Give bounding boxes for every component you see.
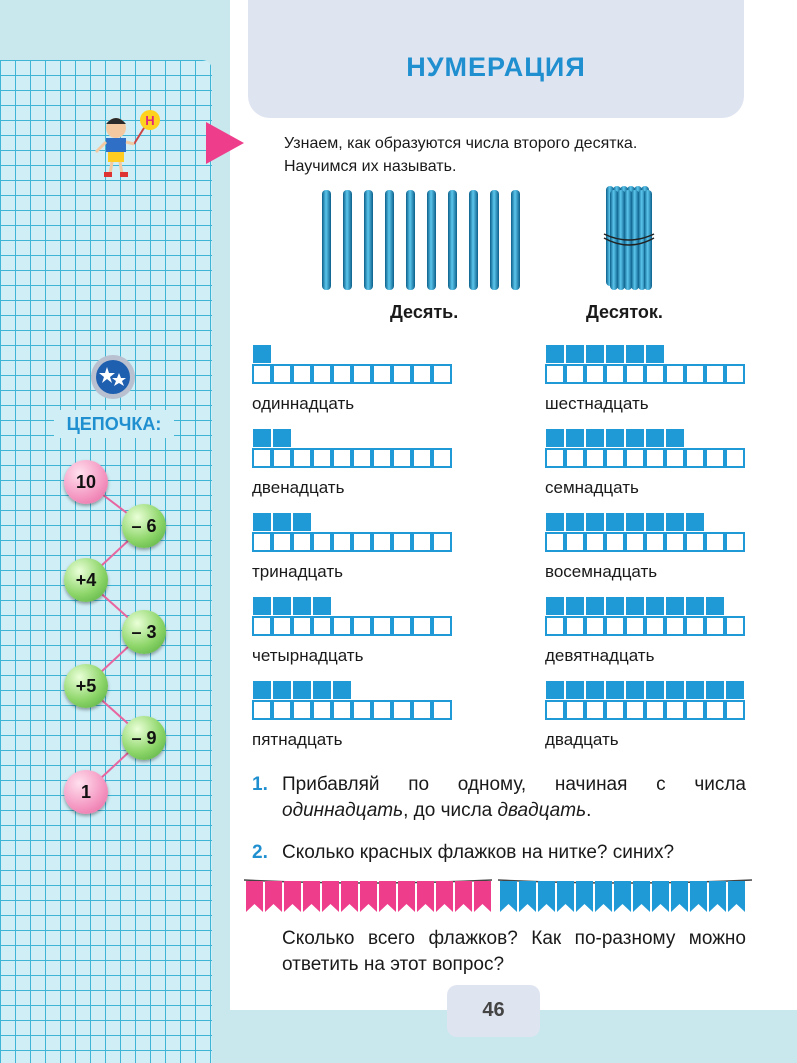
filled-cell — [605, 344, 625, 364]
number-word: семнадцать — [545, 478, 639, 497]
empty-cell — [665, 532, 685, 552]
stick — [427, 190, 436, 290]
empty-cell — [372, 448, 392, 468]
ten-cell-strip — [545, 428, 745, 468]
empty-cell — [605, 616, 625, 636]
blue-flag — [500, 881, 517, 912]
pink-flag — [379, 881, 396, 912]
empty-cell — [272, 448, 292, 468]
filled-cell — [312, 596, 332, 616]
task-1-number: 1. — [252, 774, 268, 795]
pink-flag — [436, 881, 453, 912]
page-title: НУМЕРАЦИЯ — [406, 52, 586, 82]
filled-cell — [565, 512, 585, 532]
empty-cell — [625, 364, 645, 384]
empty-cell — [625, 532, 645, 552]
blue-flag — [519, 881, 536, 912]
empty-cell — [372, 364, 392, 384]
ten-cell-strip — [545, 512, 745, 552]
intro-line-2: Научимся их называть. — [284, 158, 457, 175]
filled-cell — [605, 596, 625, 616]
stick — [364, 190, 373, 290]
blue-flag — [671, 881, 688, 912]
filled-cell — [625, 680, 645, 700]
empty-cell — [585, 616, 605, 636]
empty-cell — [392, 616, 412, 636]
pink-flag — [246, 881, 263, 912]
empty-cell — [392, 532, 412, 552]
page-number: 46 — [447, 985, 540, 1037]
filled-cell — [685, 596, 705, 616]
empty-cell — [292, 364, 312, 384]
empty-cell — [372, 532, 392, 552]
empty-cell — [665, 448, 685, 468]
task-2-followup-block — [252, 926, 746, 978]
empty-cell — [685, 532, 705, 552]
filled-cell — [645, 680, 665, 700]
task-2-question: Сколько красных флажков на нитке? синих? — [282, 842, 675, 863]
filled-cell — [272, 596, 292, 616]
empty-cell — [352, 616, 372, 636]
stick — [448, 190, 457, 290]
filled-cell — [625, 596, 645, 616]
blue-flag — [595, 881, 612, 912]
empty-cell — [312, 364, 332, 384]
ten-cell-strip — [545, 680, 745, 720]
filled-cell — [312, 680, 332, 700]
filled-cell — [272, 680, 292, 700]
mascot-badge-letter: Н — [145, 113, 155, 128]
filled-cell — [645, 596, 665, 616]
empty-cell — [412, 532, 432, 552]
filled-cell — [292, 680, 312, 700]
empty-cell — [272, 700, 292, 720]
task-2-number: 2. — [252, 842, 268, 863]
task-1-italic-a: одиннадцать — [282, 800, 404, 821]
bundle-label: Десяток. — [586, 302, 663, 322]
empty-cell — [432, 448, 452, 468]
empty-cell — [605, 364, 625, 384]
pink-flag — [341, 881, 358, 912]
filled-cell — [252, 428, 272, 448]
filled-cell — [605, 680, 625, 700]
task-1-text — [282, 772, 746, 824]
empty-cell — [685, 448, 705, 468]
empty-cell — [605, 700, 625, 720]
pink-flag — [474, 881, 491, 912]
empty-cell — [665, 364, 685, 384]
stick — [469, 190, 478, 290]
empty-cell — [292, 616, 312, 636]
empty-cell — [645, 448, 665, 468]
blue-flag — [633, 881, 650, 912]
filled-cell — [585, 596, 605, 616]
pink-flag — [303, 881, 320, 912]
pink-flag — [284, 881, 301, 912]
empty-cell — [272, 364, 292, 384]
ten-label: Десять. — [390, 302, 459, 322]
filled-cell — [665, 680, 685, 700]
empty-cell — [352, 532, 372, 552]
number-word: одиннадцать — [252, 394, 355, 413]
empty-cell — [432, 700, 452, 720]
filled-cell — [545, 512, 565, 532]
empty-cell — [432, 616, 452, 636]
empty-cell — [412, 448, 432, 468]
number-word: восемнадцать — [545, 562, 658, 581]
empty-cell — [332, 616, 352, 636]
empty-cell — [392, 700, 412, 720]
task-1 — [252, 772, 746, 824]
stick — [511, 190, 520, 290]
empty-cell — [252, 700, 272, 720]
empty-cell — [725, 532, 745, 552]
blue-flag — [557, 881, 574, 912]
empty-cell — [685, 616, 705, 636]
filled-cell — [645, 512, 665, 532]
empty-cell — [705, 700, 725, 720]
filled-cell — [725, 680, 745, 700]
empty-cell — [292, 532, 312, 552]
blue-flag — [538, 881, 555, 912]
empty-cell — [312, 448, 332, 468]
filled-cell — [685, 680, 705, 700]
filled-cell — [565, 680, 585, 700]
empty-cell — [725, 364, 745, 384]
stick — [490, 190, 499, 290]
ten-cell-strip — [545, 596, 745, 636]
empty-cell — [725, 616, 745, 636]
flag-garland-icon — [240, 872, 756, 918]
empty-cell — [292, 700, 312, 720]
filled-cell — [332, 680, 352, 700]
number-word: пятнадцать — [252, 730, 343, 749]
blue-flag — [690, 881, 707, 912]
filled-cell — [705, 680, 725, 700]
empty-cell — [725, 448, 745, 468]
empty-cell — [625, 700, 645, 720]
empty-cell — [565, 700, 585, 720]
intro-line-1: Узнаем, как образуются числа второго десятка. — [284, 135, 638, 152]
filled-cell — [545, 344, 565, 364]
empty-cell — [412, 364, 432, 384]
filled-cell — [625, 428, 645, 448]
task-1-text-a: Прибавляй по одному, начиная с числа — [282, 774, 746, 795]
empty-cell — [432, 364, 452, 384]
empty-cell — [352, 364, 372, 384]
number-word: четырнадцать — [252, 646, 364, 665]
intro-text — [284, 132, 746, 178]
empty-cell — [565, 532, 585, 552]
filled-cell — [665, 512, 685, 532]
filled-cell — [252, 596, 272, 616]
empty-cell — [332, 532, 352, 552]
filled-cell — [565, 596, 585, 616]
empty-cell — [352, 700, 372, 720]
empty-cell — [565, 448, 585, 468]
chain-ball: 10 — [64, 460, 108, 504]
task-1-text-c: . — [586, 800, 592, 821]
empty-cell — [392, 364, 412, 384]
pink-flag — [398, 881, 415, 912]
empty-cell — [372, 700, 392, 720]
filled-cell — [585, 680, 605, 700]
number-word: тринадцать — [252, 562, 343, 581]
empty-cell — [412, 616, 432, 636]
filled-cell — [625, 344, 645, 364]
stick — [322, 190, 331, 290]
empty-cell — [665, 700, 685, 720]
filled-cell — [585, 512, 605, 532]
empty-cell — [725, 700, 745, 720]
empty-cell — [352, 448, 372, 468]
chain-ball: – 3 — [122, 610, 166, 654]
task-1-italic-b: двадцать — [497, 800, 587, 821]
chain-ball: – 9 — [122, 716, 166, 760]
filled-cell — [545, 428, 565, 448]
empty-cell — [585, 448, 605, 468]
filled-cell — [292, 596, 312, 616]
empty-cell — [705, 448, 725, 468]
pink-flag — [417, 881, 434, 912]
number-word: двенадцать — [252, 478, 345, 497]
pink-flag — [455, 881, 472, 912]
empty-cell — [605, 448, 625, 468]
filled-cell — [645, 428, 665, 448]
empty-cell — [332, 364, 352, 384]
chain-title: ЦЕПОЧКА: — [54, 410, 174, 438]
empty-cell — [432, 532, 452, 552]
empty-cell — [292, 448, 312, 468]
empty-cell — [545, 700, 565, 720]
filled-cell — [292, 512, 312, 532]
bundle-stick — [610, 190, 618, 290]
filled-cell — [565, 428, 585, 448]
filled-cell — [252, 344, 272, 364]
empty-cell — [645, 532, 665, 552]
empty-cell — [545, 532, 565, 552]
blue-flag — [576, 881, 593, 912]
blue-flag — [652, 881, 669, 912]
empty-cell — [565, 616, 585, 636]
stick — [385, 190, 394, 290]
chain-ball: +4 — [64, 558, 108, 602]
ten-cell-strip — [252, 428, 452, 468]
empty-cell — [645, 700, 665, 720]
empty-cell — [565, 364, 585, 384]
pink-flag — [360, 881, 377, 912]
task-1-text-b: , до числа — [403, 800, 498, 821]
empty-cell — [545, 448, 565, 468]
filled-cell — [585, 428, 605, 448]
ten-sticks-icon — [316, 188, 536, 292]
empty-cell — [645, 616, 665, 636]
empty-cell — [685, 700, 705, 720]
empty-cell — [412, 700, 432, 720]
empty-cell — [625, 616, 645, 636]
empty-cell — [372, 616, 392, 636]
blue-flag — [728, 881, 745, 912]
pink-flag — [322, 881, 339, 912]
chain-ball: 1 — [64, 770, 108, 814]
filled-cell — [705, 596, 725, 616]
blue-flag — [614, 881, 631, 912]
chain-ball: +5 — [64, 664, 108, 708]
task-2-followup: Сколько всего флажков? Как по-разному можно ответить на этот вопрос? — [282, 928, 746, 975]
empty-cell — [312, 616, 332, 636]
empty-cell — [312, 532, 332, 552]
empty-cell — [545, 616, 565, 636]
ten-cell-strip — [545, 344, 745, 384]
empty-cell — [705, 616, 725, 636]
filled-cell — [272, 428, 292, 448]
blue-flag — [709, 881, 726, 912]
filled-cell — [605, 512, 625, 532]
empty-cell — [272, 616, 292, 636]
empty-cell — [332, 700, 352, 720]
empty-cell — [705, 364, 725, 384]
empty-cell — [685, 364, 705, 384]
empty-cell — [545, 364, 565, 384]
task-2 — [252, 840, 746, 866]
empty-cell — [252, 364, 272, 384]
filled-cell — [545, 596, 565, 616]
chain-ball: – 6 — [122, 504, 166, 548]
filled-cell — [252, 680, 272, 700]
ten-cell-strip — [252, 344, 452, 384]
stick — [343, 190, 352, 290]
filled-cell — [605, 428, 625, 448]
empty-cell — [585, 700, 605, 720]
empty-cell — [705, 532, 725, 552]
filled-cell — [685, 512, 705, 532]
ten-cell-strip — [252, 680, 452, 720]
filled-cell — [645, 344, 665, 364]
filled-cell — [272, 512, 292, 532]
empty-cell — [645, 364, 665, 384]
filled-cell — [625, 512, 645, 532]
empty-cell — [252, 616, 272, 636]
filled-cell — [665, 428, 685, 448]
ten-cell-strip — [252, 512, 452, 552]
empty-cell — [665, 616, 685, 636]
number-word: шестнадцать — [545, 394, 649, 413]
empty-cell — [252, 448, 272, 468]
empty-cell — [392, 448, 412, 468]
ten-cell-strip — [252, 596, 452, 636]
filled-cell — [665, 596, 685, 616]
empty-cell — [312, 700, 332, 720]
empty-cell — [332, 448, 352, 468]
stick — [406, 190, 415, 290]
pink-flag — [265, 881, 282, 912]
empty-cell — [252, 532, 272, 552]
empty-cell — [585, 532, 605, 552]
number-word: двадцать — [545, 730, 619, 749]
empty-cell — [625, 448, 645, 468]
chain-connectors — [0, 0, 212, 860]
filled-cell — [585, 344, 605, 364]
number-word: девятнадцать — [545, 646, 655, 665]
filled-cell — [545, 680, 565, 700]
filled-cell — [252, 512, 272, 532]
empty-cell — [605, 532, 625, 552]
empty-cell — [272, 532, 292, 552]
filled-cell — [565, 344, 585, 364]
stick-bundle-icon — [596, 180, 662, 292]
empty-cell — [585, 364, 605, 384]
